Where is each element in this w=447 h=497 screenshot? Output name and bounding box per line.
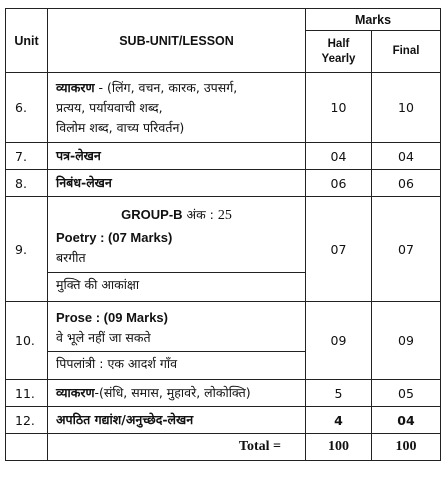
- total-half-yearly: 100: [306, 434, 372, 461]
- total-row: [6, 434, 441, 461]
- lesson-cell: [48, 143, 306, 170]
- group-marks-value: 25: [217, 207, 232, 223]
- group-marks-label: अंक :: [182, 206, 218, 222]
- unit-number: 9.: [6, 197, 48, 302]
- lesson-cell: [48, 170, 306, 197]
- unit-number: 11.: [6, 380, 48, 407]
- unit-header: Unit: [6, 9, 48, 73]
- final-marks: 04: [372, 407, 441, 434]
- section-heading: [48, 305, 305, 328]
- table-row: [6, 73, 441, 143]
- lesson-title: अपठित गद्यांश/अनुच्छेद-लेखन: [56, 412, 194, 427]
- lesson-detail: - (लिंग, वचन, कारक, उपसर्ग,: [94, 79, 238, 95]
- lesson-header: SUB-UNIT/LESSON: [48, 9, 306, 73]
- lesson-detail: -(संधि, समास, मुहावरे, लोकोक्ति): [94, 385, 251, 400]
- poetry-heading: Poetry : (07 Marks): [56, 229, 173, 245]
- half-yearly-header: [306, 31, 372, 73]
- final-marks: 10: [372, 73, 441, 143]
- final-marks: 06: [372, 170, 441, 197]
- section-heading: [48, 228, 305, 248]
- final-marks: 09: [372, 302, 441, 380]
- half-yearly-marks: 4: [306, 407, 372, 434]
- unit-number: 6.: [6, 73, 48, 143]
- final-marks: 07: [372, 197, 441, 302]
- group-label: GROUP-B: [121, 206, 183, 222]
- list-item: बरगीत: [56, 249, 86, 265]
- lesson-cell: [48, 73, 306, 143]
- unit-number: 8.: [6, 170, 48, 197]
- half-yearly-line2: Yearly: [321, 52, 356, 65]
- lesson-title: व्याकरण: [56, 79, 95, 95]
- table-row: [6, 170, 441, 197]
- list-item: मुक्ति की आकांक्षा: [48, 272, 305, 297]
- total-label: Total =: [48, 434, 306, 461]
- unit-number: 12.: [6, 407, 48, 434]
- half-yearly-line1: Half: [327, 37, 350, 50]
- total-unit-blank: [6, 434, 48, 461]
- list-item: पिपलांत्री : एक आदर्श गाँव: [48, 351, 305, 376]
- lesson-detail-line3: विलोम शब्द, वाच्य परिवर्तन): [56, 119, 185, 135]
- lesson-title: पत्र-लेखन: [56, 148, 101, 163]
- total-final: 100: [372, 434, 441, 461]
- half-yearly-marks: 07: [306, 197, 372, 302]
- prose-heading: Prose : (09 Marks): [56, 310, 168, 325]
- half-yearly-marks: 10: [306, 73, 372, 143]
- final-header: Final: [372, 31, 441, 73]
- table-row: [6, 380, 441, 407]
- table-row: [6, 407, 441, 434]
- lesson-detail-line2: प्रत्यय, पर्यायवाची शब्द,: [56, 99, 163, 115]
- lesson-title: व्याकरण: [56, 385, 95, 400]
- unit-number: 7.: [6, 143, 48, 170]
- half-yearly-marks: 5: [306, 380, 372, 407]
- lesson-title: निबंध-लेखन: [56, 175, 112, 190]
- half-yearly-marks: 06: [306, 170, 372, 197]
- lesson-cell: [48, 302, 306, 380]
- lesson-cell: [48, 380, 306, 407]
- final-marks: 04: [372, 143, 441, 170]
- lesson-cell: [48, 197, 306, 302]
- table-row: [6, 302, 441, 380]
- table-row: [6, 143, 441, 170]
- lesson-cell: [48, 407, 306, 434]
- unit-number: 10.: [6, 302, 48, 380]
- half-yearly-marks: 09: [306, 302, 372, 380]
- marks-header: Marks: [306, 9, 441, 31]
- syllabus-table: [5, 8, 441, 461]
- group-heading: [48, 202, 305, 228]
- final-marks: 05: [372, 380, 441, 407]
- table-row: [6, 197, 441, 302]
- half-yearly-marks: 04: [306, 143, 372, 170]
- list-item: वे भूले नहीं जा सकते: [56, 330, 151, 345]
